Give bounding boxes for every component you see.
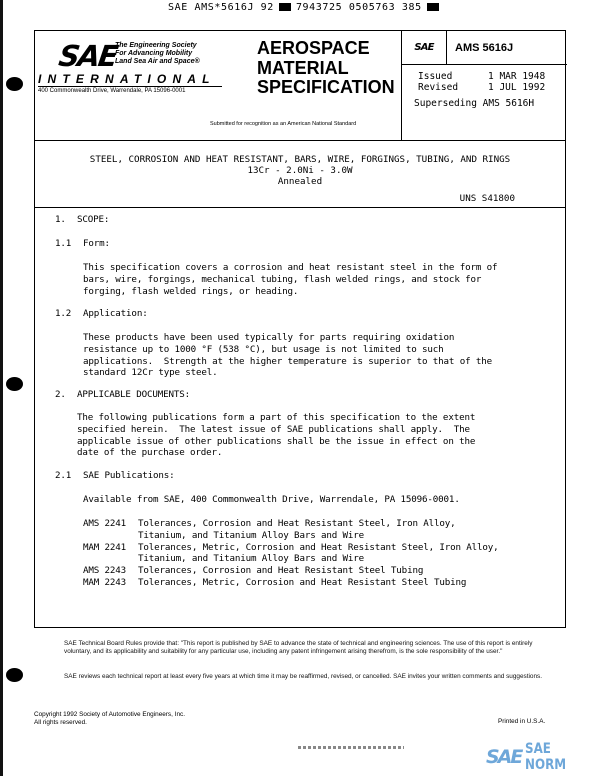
publication-title: Titanium, and Titanium Alloy Bars and Wire xyxy=(138,553,365,565)
publication-title: Tolerances, Metric, Corrosion and Heat Resistant Steel Tubing xyxy=(138,577,467,588)
illegible-fine-print xyxy=(298,746,404,749)
scan-code-left: SAE AMS*5616J 92 xyxy=(168,1,274,13)
logo-tagline: The Engineering Society For Advancing Mobility Land Sea Air and Space® xyxy=(115,42,200,65)
review-notice: SAE reviews each technical report at least every five years at which time it may be reaffirmed, revised, or cancelled. SAE invites your written comments and suggestions. xyxy=(64,673,542,680)
condition: Annealed xyxy=(277,176,323,187)
paragraph-line: This specification covers a corrosion and heat resistant steel in the form of xyxy=(83,262,498,273)
ansi-submitted-note: Submitted for recognition as an American National Standard xyxy=(210,121,357,127)
logo-international: INTERNATIONAL xyxy=(38,73,222,87)
section-number: 1. xyxy=(55,214,66,225)
section-heading-application: Application: xyxy=(83,308,148,319)
punch-hole xyxy=(6,77,23,91)
publication-title: Tolerances, Metric, Corrosion and Heat Resistant Steel, Iron Alloy, xyxy=(138,541,499,553)
spec-frame: SAE The Engineering Society For Advancing Mobility Land Sea Air and Space® INTERNATIONAL 400 Commonwealth Drive, Warrendale, PA 15096-0001 AEROSPACE MATERIAL SPECIFICATION Submitted for recognition as an American National Standard SAE AMS 5616J Issued 1 MAR 1948 Revised 1 JUL 1992 Superseding AMS 5616H STEEL, CORROSION AND HEAT RESISTANT, BARS, WIRE, FORGINGS, TUBING, AND RINGS 13Cr - 2.0Ni - 3.0W Annealed UNS S41800 1. SCOPE: 1.1 Form: This specification covers a corrosion and heat resistant steel in the form of bars, wire, forgings, mechanical tubing, flash welded rings, and stock for forging, flash welded rings, or heading. 1.2 Application: These products have been used typically for parts requiring oxidation resistance up to 1000 °F (538 °C), but usage is not limited to such applications. Strength at the higher temperature is superior to that of the standard 12Cr type steel. 2. APPLICABLE DOCUMENTS: The following publications form a part of this specification to the extent specified herein. The latest issue of SAE publications shall apply. The applicable issue of other publications shall be the issue in effect on the date of the purchase order. 2.1 SAE Publications: Available from SAE, 400 Commonwealth Drive, Warrendale, PA 15096-0001. AMS 2241 Tolerances, Corrosion and Heat Resistant Steel, Iron Alloy, Titanium, and Titanium Alloy Bars and Wire MAM 2241 Tolerances, Metric, Corrosion and Heat Resistant Steel, Iron Alloy, Titanium, and Titanium Alloy Bars and Wire AMS 2243 Tolerances, Corrosion and Heat Resistant Steel Tubing MAM 2243 Tolerances, Metric, Corrosion and Heat Resistant Steel Tubing xyxy=(34,30,566,628)
publication-code: MAM 2243 xyxy=(83,577,127,588)
doc-number: AMS 5616J xyxy=(455,41,514,54)
paragraph-line: applications. Strength at the higher temperature is superior to that of the xyxy=(83,355,492,367)
printed-in: Printed in U.S.A. xyxy=(498,718,546,725)
paragraph-line: bars, wire, forgings, mechanical tubing, flash welded rings, and stock for xyxy=(83,273,482,285)
scan-code-right: 7943725 0505763 385 xyxy=(295,1,422,13)
paragraph-line: applicable issue of other publications shall be the issue in effect on the xyxy=(77,435,476,447)
doc-type-title: AEROSPACE MATERIAL SPECIFICATION xyxy=(257,38,395,97)
publication-title: Titanium, and Titanium Alloy Bars and Wire xyxy=(138,529,365,541)
paragraph-line: resistance up to 1000 °F (538 °C), but usage is not limited to such xyxy=(83,343,444,355)
material-title-section xyxy=(35,141,565,208)
doc-id-panel xyxy=(401,31,567,141)
uns-number: UNS S41800 xyxy=(459,193,515,204)
paragraph-line: date of the purchase order. xyxy=(77,447,223,459)
publication-title: Tolerances, Corrosion and Heat Resistant Steel, Iron Alloy, xyxy=(138,518,456,529)
page-edge xyxy=(0,0,3,776)
publication-code: AMS 2241 xyxy=(83,518,127,529)
paragraph-line: These products have been used typically for parts requiring oxidation xyxy=(83,332,455,343)
revised-date: 1 JUL 1992 xyxy=(488,82,546,93)
section-heading-form: Form: xyxy=(83,238,110,249)
technical-board-rules: SAE Technical Board Rules provide that: "This report is published by SAE to advance the state of technical and engineering sciences. The use of this report is entirely voluntary, and its applicability and suitability for any particular use, including any patent infringement arising therefrom, is the sole responsibility of the user." xyxy=(64,640,533,655)
punch-hole xyxy=(6,377,23,391)
sae-norm-label: SAE NORM xyxy=(525,741,567,773)
paragraph-line: forging, flash welded rings, or heading. xyxy=(83,285,299,297)
copyright: Copyright 1992 Society of Automotive Engineers, Inc. All rights reserved. xyxy=(34,711,185,726)
paragraph-line: standard 12Cr type steel. xyxy=(83,367,218,379)
logo-address: 400 Commonwealth Drive, Warrendale, PA 15096-0001 xyxy=(38,88,186,94)
paragraph-line: The following publications form a part of this specification to the extent xyxy=(77,412,476,423)
scan-header xyxy=(168,0,439,14)
sae-watermark-logo: SAE xyxy=(486,746,522,768)
superseding-note: Superseding AMS 5616H xyxy=(414,98,535,109)
punch-hole xyxy=(6,668,23,682)
composition: 13Cr - 2.0Ni - 3.0W xyxy=(247,165,353,176)
header-row xyxy=(35,31,565,141)
section-heading-applicable-docs: APPLICABLE DOCUMENTS: xyxy=(77,389,191,400)
section-heading-sae-publications: SAE Publications: xyxy=(83,470,175,481)
sae-mini-logo: SAE xyxy=(402,31,447,64)
issued-date: 1 MAR 1948 xyxy=(488,71,546,82)
material-title: STEEL, CORROSION AND HEAT RESISTANT, BARS, WIRE, FORGINGS, TUBING, AND RINGS xyxy=(89,154,511,165)
scan-block-mark xyxy=(427,3,439,11)
scan-block-mark xyxy=(279,3,291,11)
publication-code: AMS 2243 xyxy=(83,565,127,577)
availability-note: Available from SAE, 400 Commonwealth Drive, Warrendale, PA 15096-0001. xyxy=(83,494,460,505)
section-heading-scope: SCOPE: xyxy=(77,214,110,225)
publication-title: Tolerances, Corrosion and Heat Resistant Steel Tubing xyxy=(138,565,424,577)
sae-norm-watermark xyxy=(486,741,600,773)
sae-logo-mark: SAE xyxy=(56,39,119,73)
publication-code: MAM 2241 xyxy=(83,541,127,553)
issue-dates: Issued 1 MAR 1948 Revised 1 JUL 1992 Superseding AMS 5616H xyxy=(402,65,567,109)
paragraph-line: specified herein. The latest issue of SAE publications shall apply. The xyxy=(77,423,470,435)
